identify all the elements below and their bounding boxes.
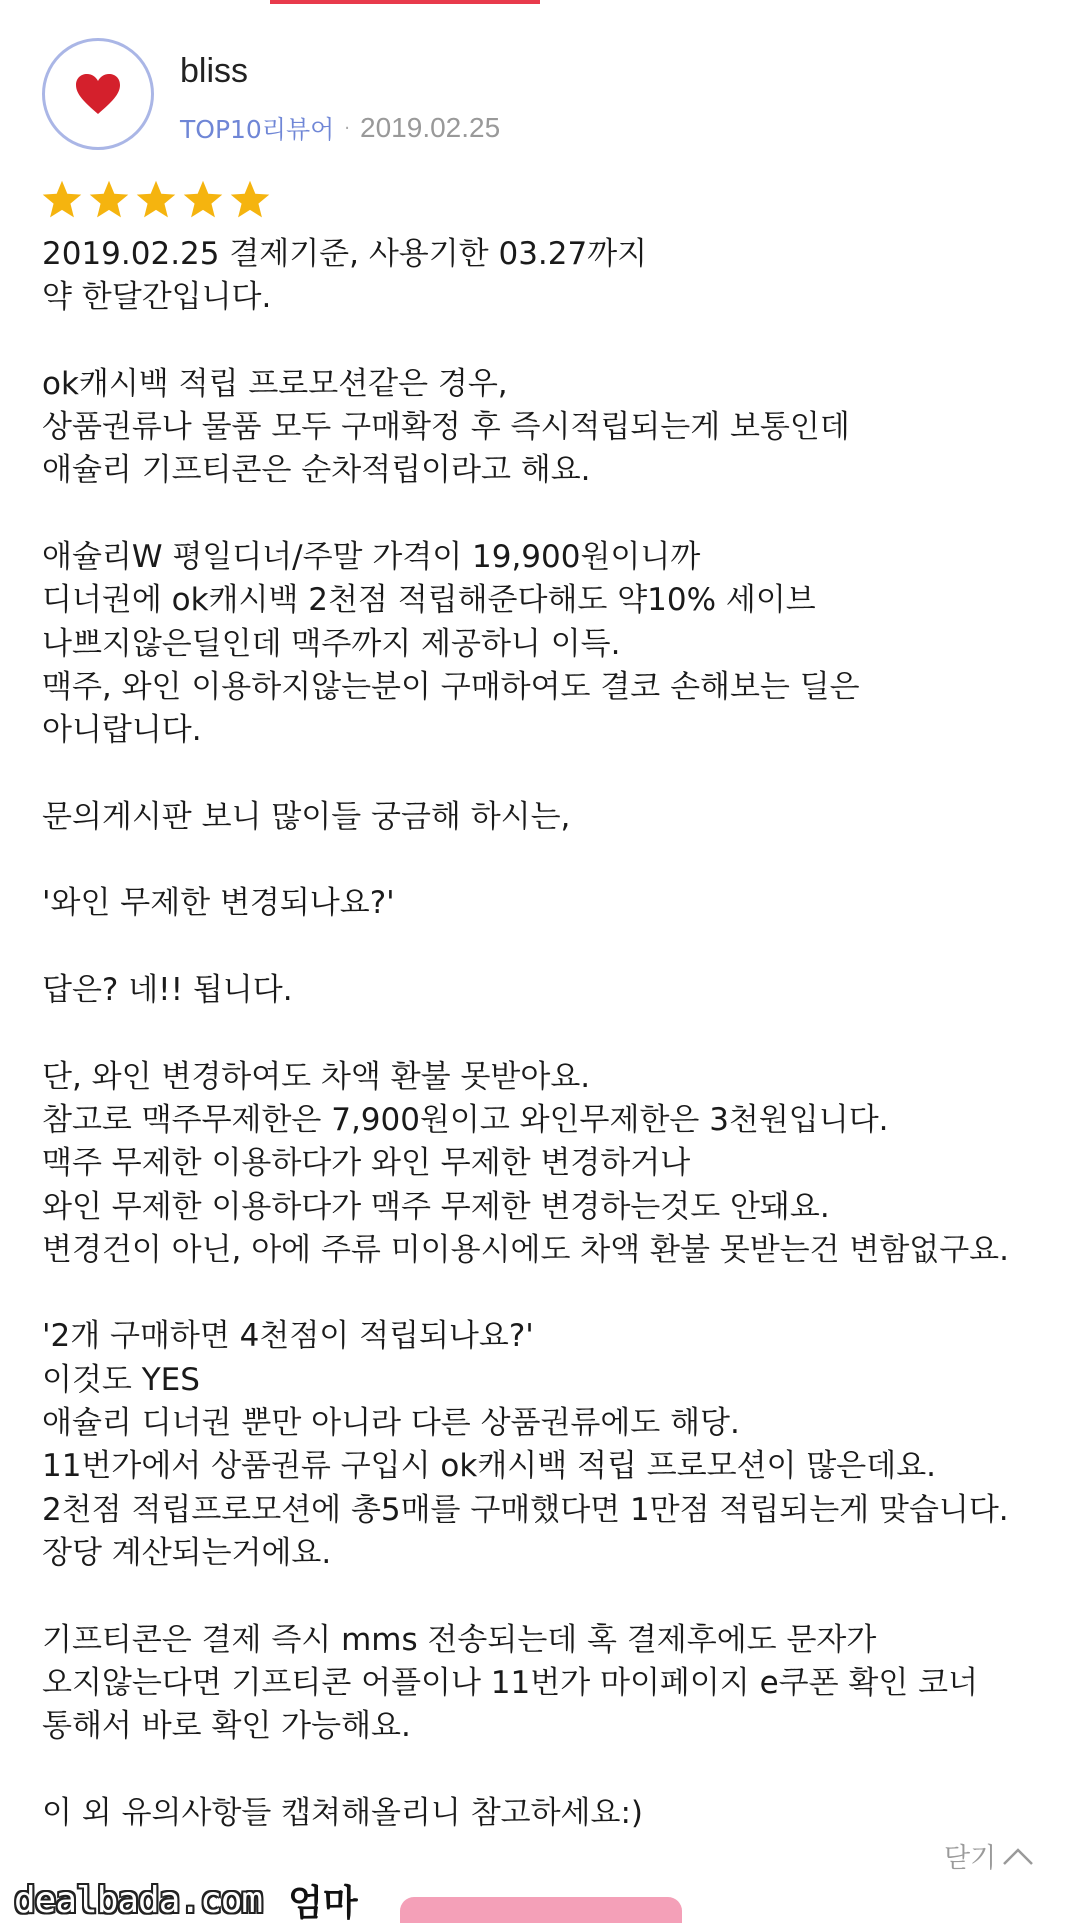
watermark: dealbada.com	[14, 1880, 263, 1921]
heart-icon	[74, 72, 122, 116]
review-line: 애슐리W 평일디너/주말 가격이 19,900원이니까	[42, 539, 701, 576]
review-line: 이것도 YES	[42, 1361, 200, 1398]
top-accent-bar	[270, 0, 540, 4]
review-blank-line	[42, 753, 1052, 796]
review-line: 장당 계산되는거에요.	[42, 1534, 332, 1571]
review-line: 단, 와인 변경하여도 차액 환불 못받아요.	[42, 1058, 591, 1095]
review-blank-line	[42, 320, 1052, 363]
review-blank-line	[42, 1012, 1052, 1055]
review-line: 나쁘지않은딜인데 맥주까지 제공하니 이득.	[42, 625, 621, 662]
review-line: 디너권에 ok캐시백 2천점 적립해준다해도 약10% 세이브	[42, 582, 816, 619]
review-date: 2019.02.25	[360, 112, 501, 143]
reviewer-badge: TOP10리뷰어	[180, 115, 335, 144]
review-line: 맥주 무제한 이용하다가 와인 무제한 변경하거나	[42, 1145, 691, 1182]
close-button-label: 닫기	[944, 1843, 997, 1874]
close-button[interactable]	[944, 1836, 1034, 1875]
gifticon-banner	[400, 1897, 682, 1923]
review-line: 2천점 적립프로모션에 총5매를 구매했다면 1만점 적립되는게 맞습니다.	[42, 1491, 1009, 1528]
caption: 엄마	[288, 1883, 358, 1924]
review-line: 참고로 맥주무제한은 7,900원이고 와인무제한은 3천원입니다.	[42, 1101, 889, 1138]
review-line: 오지않는다면 기프티콘 어플이나 11번가 마이페이지 e쿠폰 확인 코너	[42, 1664, 979, 1701]
review-line: 상품권류나 물품 모두 구매확정 후 즉시적립되는게 보통인데	[42, 409, 850, 446]
review-line: 맥주, 와인 이용하지않는분이 구매하여도 결코 손해보는 딜은	[42, 668, 860, 705]
review-line: 아니랍니다.	[42, 712, 202, 749]
review-line: 약 한달간입니다.	[42, 279, 272, 316]
review-blank-line	[42, 1748, 1052, 1791]
review-blank-line	[42, 839, 1052, 882]
star-icon	[228, 178, 272, 222]
chevron-up-icon	[1002, 1846, 1034, 1866]
star-icon	[181, 178, 225, 222]
review-line: 기프티콘은 결제 즉시 mms 전송되는데 혹 결제후에도 문자가	[42, 1621, 877, 1658]
star-icon	[134, 178, 178, 222]
star-icon	[87, 178, 131, 222]
reviewer-meta	[180, 110, 500, 146]
review-line: 답은? 네!! 됩니다.	[42, 972, 293, 1009]
meta-separator: ·	[344, 117, 351, 139]
review-line: 와인 무제한 이용하다가 맥주 무제한 변경하는것도 안돼요.	[42, 1188, 830, 1225]
review-line: 문의게시판 보니 많이들 궁금해 하시는,	[42, 798, 571, 835]
review-line: 11번가에서 상품권류 구입시 ok캐시백 적립 프로모션이 많은데요.	[42, 1448, 936, 1485]
review-blank-line	[42, 1272, 1052, 1315]
review-line: 2019.02.25 결제기준, 사용기한 03.27까지	[42, 236, 648, 272]
review-blank-line	[42, 1575, 1052, 1618]
review-line: '2개 구매하면 4천점이 적립되나요?'	[42, 1318, 534, 1355]
review-line: 변경건이 아닌, 아에 주류 미이용시에도 차액 환불 못받는건 변함없구요.	[42, 1231, 1009, 1268]
review-line: 이 외 유의사항들 캡쳐해올리니 참고하세요:)	[42, 1794, 643, 1831]
review-line: 통해서 바로 확인 가능해요.	[42, 1708, 411, 1745]
avatar[interactable]	[42, 38, 154, 150]
review-blank-line	[42, 926, 1052, 969]
footer	[14, 1878, 358, 1923]
review-line: 애슐리 기프티콘은 순차적립이라고 해요.	[42, 452, 591, 489]
review-body	[42, 233, 1052, 1835]
star-icon	[40, 178, 84, 222]
review-blank-line	[42, 493, 1052, 536]
review-line: 애슐리 디너권 뿐만 아니라 다른 상품권류에도 해당.	[42, 1405, 740, 1442]
star-rating	[40, 178, 272, 222]
review-line: ok캐시백 적립 프로모션같은 경우,	[42, 365, 508, 402]
review-line: '와인 무제한 변경되나요?'	[42, 885, 395, 922]
reviewer-name: bliss	[180, 52, 249, 90]
